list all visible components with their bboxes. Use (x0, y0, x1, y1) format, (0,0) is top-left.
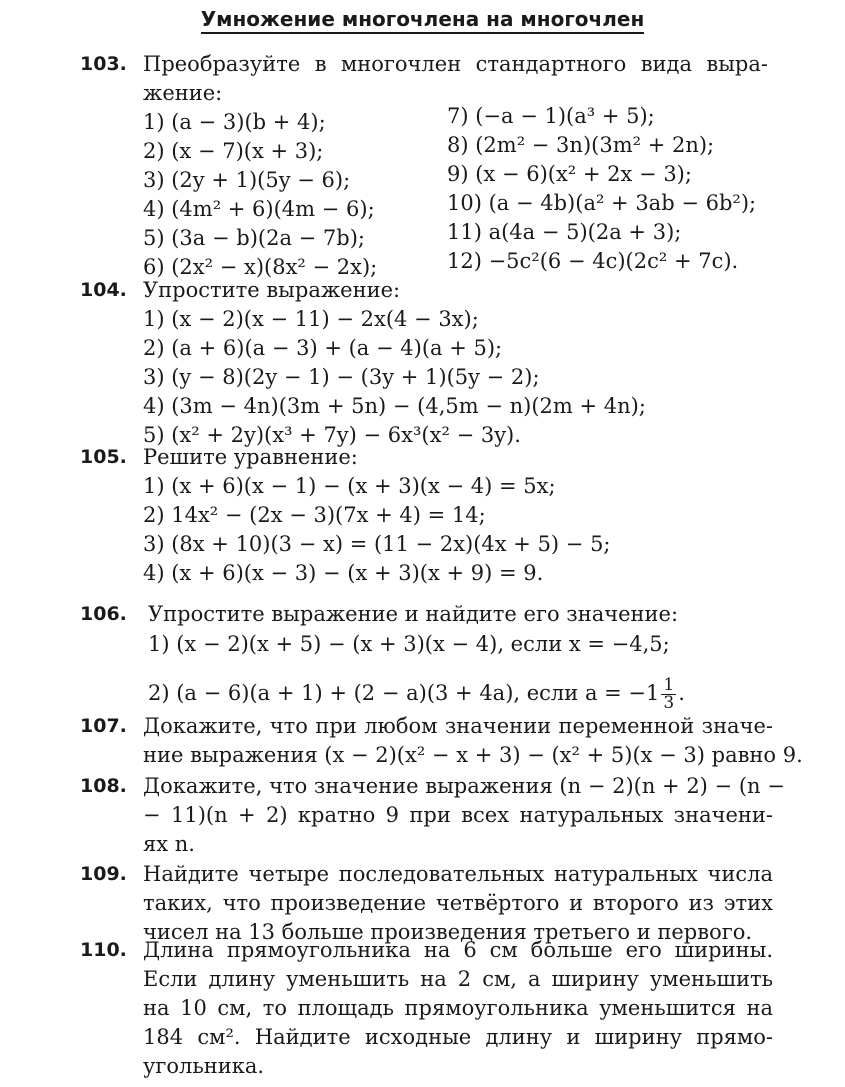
list-item: 3) (8x + 10)(3 − x) = (11 − 2x)(4x + 5) − 5; (143, 532, 611, 556)
list-item: 3) (2y + 1)(5y − 6); (143, 168, 351, 192)
problem-statement (143, 936, 773, 1081)
problem-number: 106. (80, 603, 127, 625)
statement-line: Докажите, что при любом значении переменной значе- (143, 714, 773, 738)
list-item: 10) (a − 4b)(a² + 3ab − 6b²); (447, 191, 757, 215)
problem-statement (143, 50, 768, 108)
statement-line: Длина прямоугольника на 6 см больше его ширины. (143, 938, 773, 962)
statement-line: 184 см². Найдите исходные длину и ширину прямо- (143, 1025, 773, 1049)
items-left (143, 108, 377, 282)
list-item: 2) 14x² − (2x − 3)(7x + 4) = 14; (143, 503, 486, 527)
list-item: 4) (x + 6)(x − 3) − (x + 3)(x + 9) = 9. (143, 561, 544, 585)
problem-number: 109. (80, 863, 127, 885)
statement-line: Упростите выражение: (143, 278, 401, 302)
problem-number: 105. (80, 446, 127, 468)
statement-line: угольника. (143, 1054, 265, 1078)
items-right (447, 102, 756, 276)
list-item: 2) (a − 6)(a + 1) + (2 − a)(3 + 4a), если a = −1 $\frac{1}{3}$ . (148, 675, 685, 713)
list-item: 1) (x − 2)(x + 5) − (x + 3)(x − 4), если x = −4,5; (148, 632, 670, 656)
problem-statement (143, 772, 785, 859)
list-item: 3) (y − 8)(2y − 1) − (3y + 1)(5y − 2); (143, 365, 540, 389)
problem-statement (143, 443, 768, 472)
statement-line: − 11)(n + 2) кратно 9 при всех натуральных значени- (143, 803, 773, 827)
list-item: 1) (x + 6)(x − 1) − (x + 3)(x − 4) = 5x; (143, 474, 556, 498)
section-title: Умножение многочлена на многочлен (0, 6, 845, 32)
list-item: 2) (x − 7)(x + 3); (143, 139, 324, 163)
problem-statement (148, 600, 773, 629)
list-item: 12) −5c²(6 − 4c)(2c² + 7c). (447, 249, 739, 273)
list-item: 5) (3a − b)(2a − 7b); (143, 226, 365, 250)
list-item: 8) (2m² − 3n)(3m² + 2n); (447, 133, 715, 157)
problem-number: 107. (80, 715, 127, 737)
list-item: 4) (3m − 4n)(3m + 5n) − (4,5m − n)(2m + 4n); (143, 394, 646, 418)
statement-line: жение: (143, 81, 223, 105)
statement-line: таких, что произведение четвёртого и второго из этих (143, 891, 773, 915)
statement-line: Если длину уменьшить на 2 см, а ширину уменьшить (143, 967, 773, 991)
statement-line: Решите уравнение: (143, 445, 358, 469)
list-item: 6) (2x² − x)(8x² − 2x); (143, 255, 378, 279)
list-item: 2) (a + 6)(a − 3) + (a − 4)(a + 5); (143, 336, 503, 360)
statement-line: Упростите выражение и найдите его значение: (148, 602, 679, 626)
list-item: 1) (x − 2)(x − 11) − 2x(4 − 3x); (143, 307, 479, 331)
statement-line: Найдите четыре последовательных натуральных числа (143, 862, 773, 886)
statement-line: ях n. (143, 832, 195, 856)
statement-line: ние выражения (x − 2)(x² − x + 3) − (x² + 5)(x − 3) равно 9. (143, 743, 803, 767)
problem-number: 103. (80, 53, 127, 75)
list-item: 1) (a − 3)(b + 4); (143, 110, 326, 134)
problem-statement (143, 712, 803, 770)
items (148, 630, 685, 713)
list-item: 4) (4m² + 6)(4m − 6); (143, 197, 375, 221)
problem-number: 110. (80, 939, 127, 961)
problem-statement (143, 276, 768, 305)
fraction: $\frac{1}{3}$ (663, 675, 675, 713)
items (143, 472, 611, 588)
list-item: 7) (−a − 1)(a³ + 5); (447, 104, 655, 128)
items (143, 305, 646, 450)
statement-line: на 10 см, то площадь прямоугольника уменьшится на (143, 996, 773, 1020)
list-item: 9) (x − 6)(x² + 2x − 3); (447, 162, 692, 186)
statement-line: чисел на 13 больше произведения третьего и первого. (143, 920, 753, 944)
problem-number: 108. (80, 775, 127, 797)
problem-statement (143, 860, 773, 947)
statement-line: Докажите, что значение выражения (n − 2)(n + 2) − (n − (143, 774, 785, 798)
list-item: 5) (x² + 2y)(x³ + 7y) − 6x³(x² − 3y). (143, 423, 521, 447)
statement-line: Преобразуйте в многочлен стандартного вида выра- (143, 52, 768, 76)
problem-number: 104. (80, 279, 127, 301)
list-item: 11) a(4a − 5)(2a + 3); (447, 220, 682, 244)
